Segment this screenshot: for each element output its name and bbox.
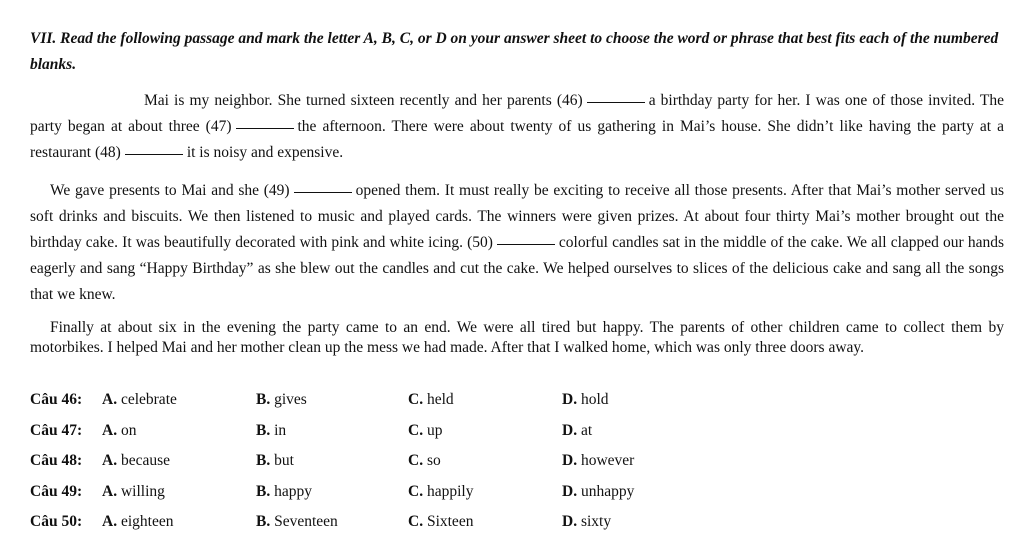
option-d[interactable]: D. unhappy xyxy=(562,483,635,500)
option-b[interactable]: B. but xyxy=(256,452,294,469)
question-row xyxy=(30,510,730,534)
blank-46 xyxy=(587,101,645,103)
option-a[interactable]: A. because xyxy=(102,452,171,469)
option-d[interactable]: D. hold xyxy=(562,391,609,408)
option-c[interactable]: C. happily xyxy=(408,483,474,500)
option-a[interactable]: A. eighteen xyxy=(102,513,174,530)
passage-text: a birthday party for her. I was one of those invited. The party began at about three (47) xyxy=(30,92,1004,135)
option-c[interactable]: C. up xyxy=(408,422,443,439)
passage-paragraph-3: Finally at about six in the evening the party came to an end. We were all tired but happy. The parents of other children came to collect them by motorbikes. I helped Mai and her mother clean up the mess we had made. After that I walked home, which was only three doors away. xyxy=(30,319,1004,356)
blank-48 xyxy=(125,153,183,155)
blank-50 xyxy=(497,243,555,245)
option-b[interactable]: B. happy xyxy=(256,483,312,500)
question-label: Câu 48: xyxy=(30,452,83,469)
option-c[interactable]: C. held xyxy=(408,391,454,408)
question-label: Câu 47: xyxy=(30,422,83,439)
question-row xyxy=(30,480,730,504)
option-a[interactable]: A. on xyxy=(102,422,137,439)
question-row xyxy=(30,388,730,412)
passage-text: We gave presents to Mai and she (49) xyxy=(50,182,290,199)
passage-text: opened them. It must really be exciting to receive all those presents. After that Mai’s mother served us soft drinks and biscuits. We then listened to music and played cards. The winners were given prizes. At about four thirty Mai’s mother brought out the birthday cake. It was beautifully decorated with pink and white icing. (50) xyxy=(30,182,1004,251)
passage-paragraph-2 xyxy=(30,178,1004,308)
option-d[interactable]: D. sixty xyxy=(562,513,612,530)
passage-text: colorful candles sat in the middle of the cake. We all clapped our hands eagerly and sang “Happy Birthday” as she blew out the candles and cut the cake. We helped ourselves to slices of the delicious cake and sang all the songs that we knew. xyxy=(30,234,1004,303)
passage-text: Mai is my neighbor. She turned sixteen recently and her parents (46) xyxy=(144,92,583,109)
option-b[interactable]: B. Seventeen xyxy=(256,513,338,530)
option-d[interactable]: D. however xyxy=(562,452,635,469)
option-c[interactable]: C. so xyxy=(408,452,441,469)
question-row xyxy=(30,449,730,473)
passage-text: it is noisy and expensive. xyxy=(186,144,344,161)
question-row xyxy=(30,419,730,443)
blank-49 xyxy=(294,191,352,193)
option-a[interactable]: A. celebrate xyxy=(102,391,177,408)
option-a[interactable]: A. willing xyxy=(102,483,165,500)
passage-paragraph-1 xyxy=(30,88,1004,166)
option-d[interactable]: D. at xyxy=(562,422,593,439)
option-b[interactable]: B. in xyxy=(256,422,287,439)
section-heading: VII. Read the following passage and mark the letter A, B, C, or D on your answer sheet to choose the word or phrase that best fits each of the numbered blanks. xyxy=(30,30,999,73)
question-label: Câu 50: xyxy=(30,513,83,530)
question-label: Câu 49: xyxy=(30,483,83,500)
option-c[interactable]: C. Sixteen xyxy=(408,513,474,530)
blank-47 xyxy=(236,127,294,129)
question-label: Câu 46: xyxy=(30,391,83,408)
option-b[interactable]: B. gives xyxy=(256,391,307,408)
passage-text: the afternoon. There were about twenty of us gathering in Mai’s house. She didn’t like having the party at a restaurant (48) xyxy=(30,118,1004,161)
